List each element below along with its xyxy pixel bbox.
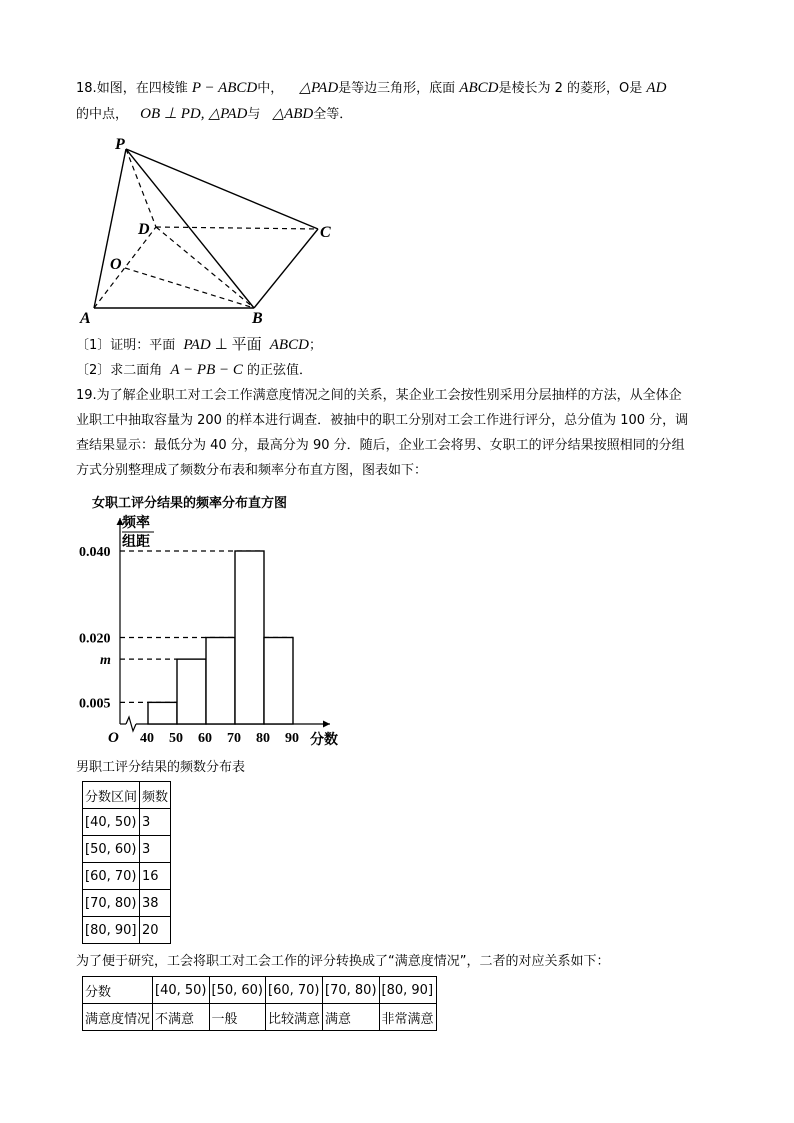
y-label-top: 频率 (122, 516, 150, 531)
table-cell: 不满意 (153, 1004, 210, 1031)
y-tick-label: m (100, 653, 111, 669)
q18-line1 (76, 78, 666, 99)
male-table-title: 男职工评分结果的频数分布表 (76, 760, 246, 775)
table-cell: [40, 50) (153, 977, 210, 1004)
q18-tri-pad: △PAD (299, 80, 339, 96)
table-row (83, 890, 171, 917)
histogram-bar (264, 638, 293, 725)
x-tick-label: 60 (198, 731, 212, 746)
table-cell: 非常满意 (379, 1004, 436, 1031)
histogram-bar (206, 638, 235, 725)
q18-text-d: 是棱长为 2 的菱形，O是 (498, 81, 643, 96)
male-frequency-table (82, 781, 171, 944)
q18-text-f: 与 (247, 107, 261, 122)
table-cell: [80, 90] (379, 977, 436, 1004)
x-tick-label: 70 (227, 731, 241, 746)
q18-base: ABCD (459, 80, 499, 96)
y-label-bottom: 组距 (122, 535, 150, 550)
table-cell: 16 (140, 863, 171, 890)
q18-part1-mid: ⊥ 平面 (214, 337, 262, 353)
q18-line2 (76, 104, 352, 125)
table-row (83, 863, 171, 890)
table-cell: 20 (140, 917, 171, 944)
q18-text-b: 中， (257, 81, 284, 96)
male-table-header-cell: 分数区间 (83, 782, 140, 809)
table-cell: [60, 70) (83, 863, 140, 890)
y-tick-label: 0.005 (79, 696, 111, 712)
q18-part1-end: ； (308, 338, 322, 353)
x-tick-label: 40 (140, 731, 154, 746)
origin-label: O (108, 730, 119, 746)
y-tick-label: 0.020 (79, 631, 111, 647)
label-a: A (80, 310, 91, 327)
table-cell: [60, 70) (266, 977, 323, 1004)
y-tick-label: 0.040 (79, 545, 111, 560)
q18-part2-end: 的正弦值． (247, 363, 313, 378)
q18-part2-prefix: 〔2〕求二面角 (76, 363, 163, 378)
x-label: 分数 (310, 733, 338, 748)
table-row (83, 917, 171, 944)
table-cell: 满意 (323, 1004, 380, 1031)
table-cell: 满意度情况 (83, 1004, 153, 1031)
table-cell: 分数 (83, 977, 153, 1004)
q18-part1 (76, 335, 322, 356)
table-cell: [50, 60) (83, 836, 140, 863)
table-row (83, 977, 437, 1004)
q18-text-a: 如图，在四棱锥 (96, 81, 188, 96)
label-d: D (138, 221, 150, 238)
q18-number: 18. (76, 81, 97, 96)
conversion-table (82, 976, 437, 1031)
table-cell: 38 (140, 890, 171, 917)
histogram-bar (177, 659, 206, 724)
table-row (83, 809, 171, 836)
q18-pyramid: P − ABCD (191, 80, 258, 96)
table-row (83, 836, 171, 863)
label-o: O (110, 256, 122, 273)
table-cell: 一般 (209, 1004, 266, 1031)
q18-part2 (76, 360, 312, 381)
q18-tri-pad2: △PAD (208, 106, 248, 122)
q18-perp: OB ⊥ PD, (140, 106, 205, 122)
histogram-bar (235, 551, 264, 724)
table-cell: [50, 60) (209, 977, 266, 1004)
table-row (83, 1004, 437, 1031)
table-cell: 比较满意 (266, 1004, 323, 1031)
label-p: P (115, 136, 125, 153)
label-b: B (252, 310, 263, 327)
conversion-text: 为了便于研究，工会将职工对工会工作的评分转换成了“满意度情况”，二者的对应关系如下： (76, 954, 610, 969)
pyramid-figure (70, 130, 360, 330)
x-tick-label: 80 (256, 731, 270, 746)
q19-line3: 查结果显示：最低分为 40 分，最高分为 90 分．随后，企业工会将男、女职工的评分结果按照相同的分组 (76, 438, 685, 453)
q18-tri-abd: △ABD (272, 106, 314, 122)
q18-part1-abcd: ABCD (269, 337, 309, 353)
q19-line4: 方式分别整理成了频数分布表和频率分布直方图，图表如下： (76, 463, 428, 478)
table-cell: [70, 80) (83, 890, 140, 917)
male-table-header (83, 782, 171, 809)
label-c: C (320, 224, 331, 241)
q18-part1-pad: PAD (183, 337, 211, 353)
histogram (70, 505, 360, 755)
q19-line2: 业职工中抽取容量为 200 的样本进行调查．被抽中的职工分别对工会工作进行评分，总分值为 100 分，调 (76, 413, 689, 428)
x-tick-label: 90 (285, 731, 299, 746)
q18-part1-prefix: 〔1〕证明：平面 (76, 338, 176, 353)
table-cell: [80, 90] (83, 917, 140, 944)
table-cell: 3 (140, 836, 171, 863)
q18-text-c: 是等边三角形，底面 (338, 81, 456, 96)
q19-line1: 19.为了解企业职工对工会工作满意度情况之间的关系，某企业工会按性别采用分层抽样的方法，从全体企 (76, 388, 682, 403)
q18-ad: AD (646, 80, 667, 96)
q18-text-g: 全等． (313, 107, 353, 122)
q18-text-e: 的中点， (76, 107, 129, 122)
q18-part2-angle: A − PB − C (170, 362, 243, 378)
male-table-header-cell: 频数 (140, 782, 171, 809)
x-tick-label: 50 (169, 731, 183, 746)
table-cell: [40, 50) (83, 809, 140, 836)
chart-title: 女职工评分结果的频率分布直方图 (92, 496, 288, 511)
histogram-bar (148, 702, 177, 724)
table-cell: [70, 80) (323, 977, 380, 1004)
table-cell: 3 (140, 809, 171, 836)
